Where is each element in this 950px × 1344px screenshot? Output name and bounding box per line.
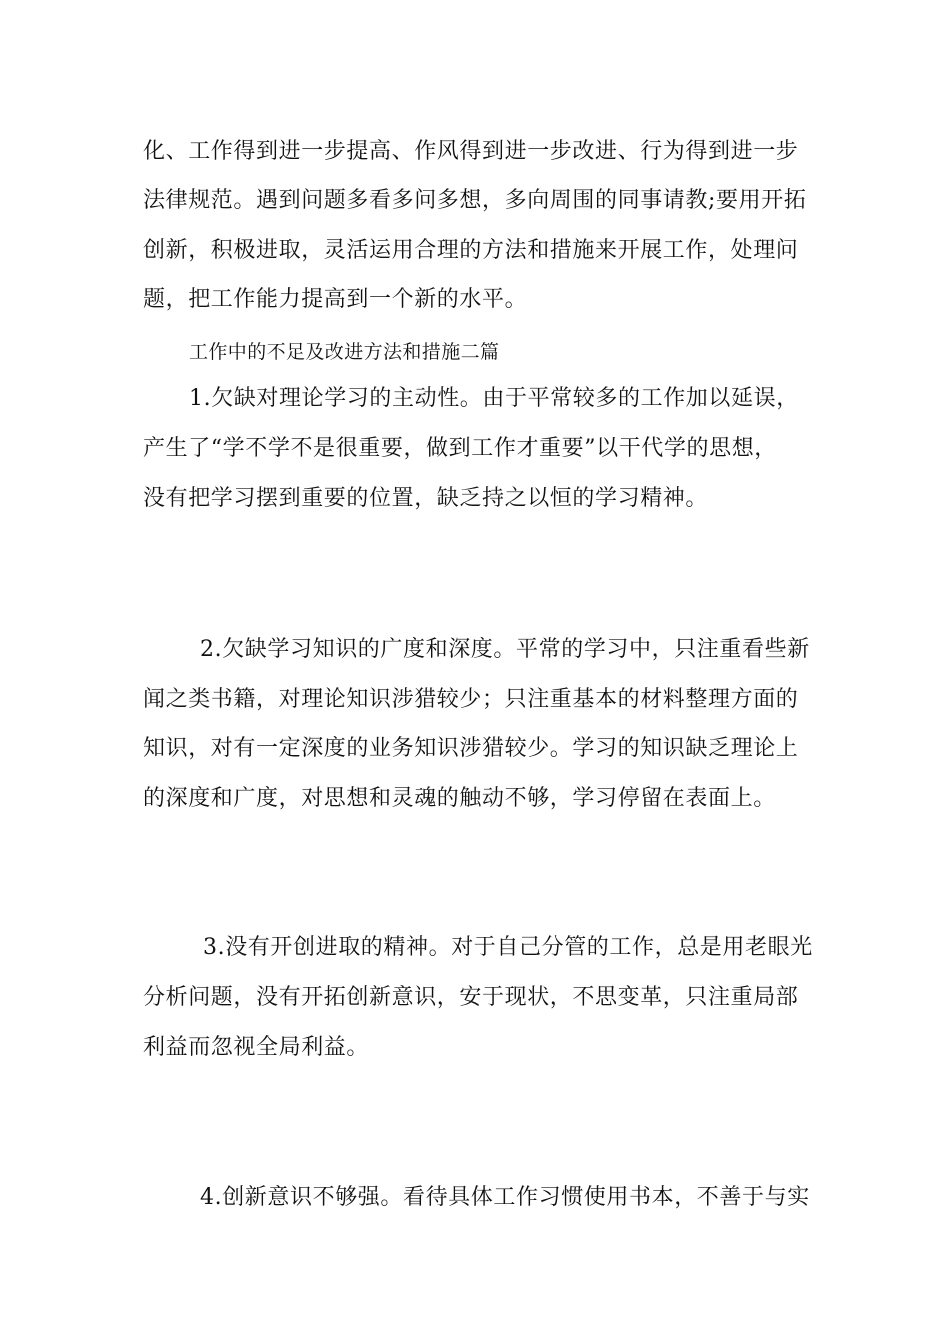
item2-line: 的深度和广度，对思想和灵魂的触动不够，学习停留在表面上。	[143, 786, 776, 811]
item4-line: 4.创新意识不够强。看待具体工作习惯使用书本，不善于与实	[200, 1185, 810, 1210]
item1-line: 没有把学习摆到重要的位置，缺乏持之以恒的学习精神。	[143, 486, 709, 511]
item3-line: 分析问题，没有开拓创新意识，安于现状，不思变革，只注重局部	[143, 985, 799, 1010]
section-title: 工作中的不足及改进方法和措施二篇	[189, 341, 500, 363]
item3-line: 利益而忽视全局利益。	[143, 1035, 370, 1060]
item2-line: 2.欠缺学习知识的广度和深度。平常的学习中，只注重看些新	[200, 637, 810, 662]
item3-line: 3.没有开创进取的精神。对于自己分管的工作，总是用老眼光	[203, 935, 813, 960]
item2-line: 闻之类书籍，对理论知识涉猎较少；只注重基本的材料整理方面的	[143, 687, 799, 712]
item1-line: 产生了“学不学不是很重要，做到工作才重要”以干代学的思想，	[143, 436, 777, 461]
item2-line: 知识，对有一定深度的业务知识涉猎较少。学习的知识缺乏理论上	[143, 736, 799, 761]
paragraph-line: 题，把工作能力提高到一个新的水平。	[143, 287, 528, 312]
item1-line: 1.欠缺对理论学习的主动性。由于平常较多的工作加以延误，	[189, 386, 799, 411]
paragraph-line: 化、工作得到进一步提高、作风得到进一步改进、行为得到进一步	[143, 139, 799, 164]
paragraph-line: 法律规范。遇到问题多看多问多想，多向周围的同事请教;要用开拓	[143, 188, 807, 213]
paragraph-line: 创新，积极进取，灵活运用合理的方法和措施来开展工作，处理问	[143, 238, 799, 263]
